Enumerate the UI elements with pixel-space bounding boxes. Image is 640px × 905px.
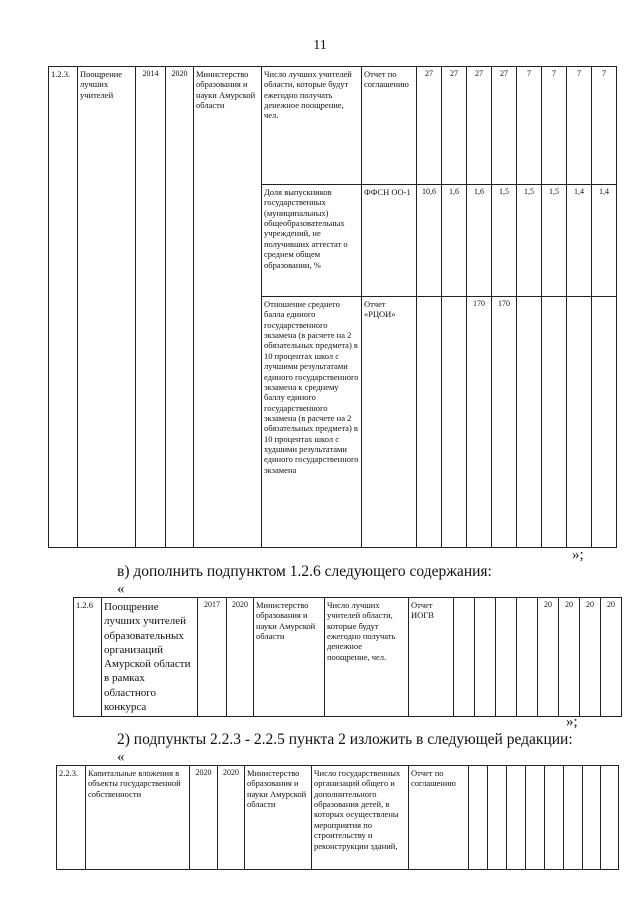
value-cell: 1,4 (592, 185, 617, 297)
value-cell (442, 297, 467, 548)
table-row (74, 598, 622, 717)
executor: Министерство образования и науки Амурской области (194, 67, 262, 548)
year-end: 2020 (166, 67, 194, 548)
indicator-source: Отчет «РЦОИ» (362, 297, 417, 548)
value-cell: 20 (601, 598, 622, 717)
value-cell: 27 (492, 67, 517, 185)
program-table-2 (73, 597, 622, 717)
value-cell (517, 297, 542, 548)
value-cell: 20 (559, 598, 580, 717)
closing-quote: »; (572, 547, 584, 563)
value-cell: 1,6 (442, 185, 467, 297)
value-cell (601, 766, 619, 870)
executor: Министерство образования и науки Амурской области (254, 598, 325, 717)
indicator-text: Число государственных организаций общего и дополнительного образования детей, в которых осуществлены мероприятия по строительству и реконструкции зданий, (312, 766, 409, 870)
value-cell: 7 (542, 67, 567, 185)
value-cell: 7 (592, 67, 617, 185)
indicator-text: Доля выпускников государственных (муниципальных) общеобразовательных учреждений, не получивших аттестат о среднем общем образовании, % (262, 185, 362, 297)
value-cell: 20 (538, 598, 559, 717)
value-cell (564, 766, 583, 870)
value-cell: 1,6 (467, 185, 492, 297)
program-table-1 (48, 66, 617, 548)
indicator-source: Отчет по соглашению (362, 67, 417, 185)
indicator-source: ФФСН ОО-1 (362, 185, 417, 297)
closing-quote: »; (566, 714, 578, 730)
paragraph-2: 2) подпункты 2.2.3 - 2.2.5 пункта 2 изложить в следующей редакции: (117, 731, 573, 748)
year-start: 2014 (136, 67, 166, 548)
row-code: 2.2.3. (57, 766, 86, 870)
value-cell: 1,5 (542, 185, 567, 297)
value-cell: 1,4 (567, 185, 592, 297)
value-cell: 7 (517, 67, 542, 185)
value-cell (567, 297, 592, 548)
value-cell (542, 297, 567, 548)
value-cell: 1,5 (517, 185, 542, 297)
value-cell: 27 (467, 67, 492, 185)
opening-quote: « (117, 581, 125, 597)
value-cell: 170 (492, 297, 517, 548)
value-cell (496, 598, 517, 717)
value-cell: 20 (580, 598, 601, 717)
value-cell (507, 766, 526, 870)
value-cell: 27 (417, 67, 442, 185)
value-cell (417, 297, 442, 548)
year-end: 2020 (227, 598, 254, 717)
indicator-text: Число лучших учителей области, которые будут ежегодно получать денежное поощрение, чел. (325, 598, 409, 717)
value-cell: 27 (442, 67, 467, 185)
value-cell (517, 598, 538, 717)
row-code: 1.2.3. (49, 67, 78, 548)
year-start: 2017 (198, 598, 227, 717)
value-cell (583, 766, 601, 870)
value-cell (469, 766, 488, 870)
value-cell (454, 598, 475, 717)
indicator-text: Число лучших учителей области, которые будут ежегодно получать денежное поощрение, чел. (262, 67, 362, 185)
value-cell (475, 598, 496, 717)
value-cell: 1,5 (492, 185, 517, 297)
year-end: 2020 (218, 766, 245, 870)
value-cell: 7 (567, 67, 592, 185)
opening-quote: « (117, 749, 125, 765)
indicator-source: Отчет ИОГВ (409, 598, 454, 717)
activity-name: Капитальные вложения в объекты государственной собственности (86, 766, 190, 870)
table-row (49, 67, 617, 185)
indicator-text: Отношение среднего балла единого государственного экзамена (в расчете на 2 обязательных предмета) в 10 процентах школ с лучшими результатами единого государственного экзамена к среднему баллу единого государственного экзамена (в расчете на 2 обязательных предмета) в 10 процентах школ с худшими результатами единого государственного экзамена (262, 297, 362, 548)
value-cell: 10,6 (417, 185, 442, 297)
activity-name: Поощрение лучших учителей образовательных организаций Амурской области в рамках областного конкурса (102, 598, 198, 717)
value-cell (526, 766, 545, 870)
activity-name: Поощрение лучших учителей (78, 67, 136, 548)
paragraph-v: в) дополнить подпунктом 1.2.6 следующего содержания: (117, 563, 492, 580)
row-code: 1.2.6 (74, 598, 102, 717)
value-cell (592, 297, 617, 548)
year-start: 2020 (190, 766, 218, 870)
value-cell: 170 (467, 297, 492, 548)
executor: Министерство образования и науки Амурской области (245, 766, 312, 870)
value-cell (545, 766, 564, 870)
indicator-source: Отчет по соглашению (409, 766, 469, 870)
program-table-3 (56, 765, 619, 870)
page-number: 11 (313, 38, 327, 53)
value-cell (488, 766, 507, 870)
table-row (57, 766, 619, 870)
